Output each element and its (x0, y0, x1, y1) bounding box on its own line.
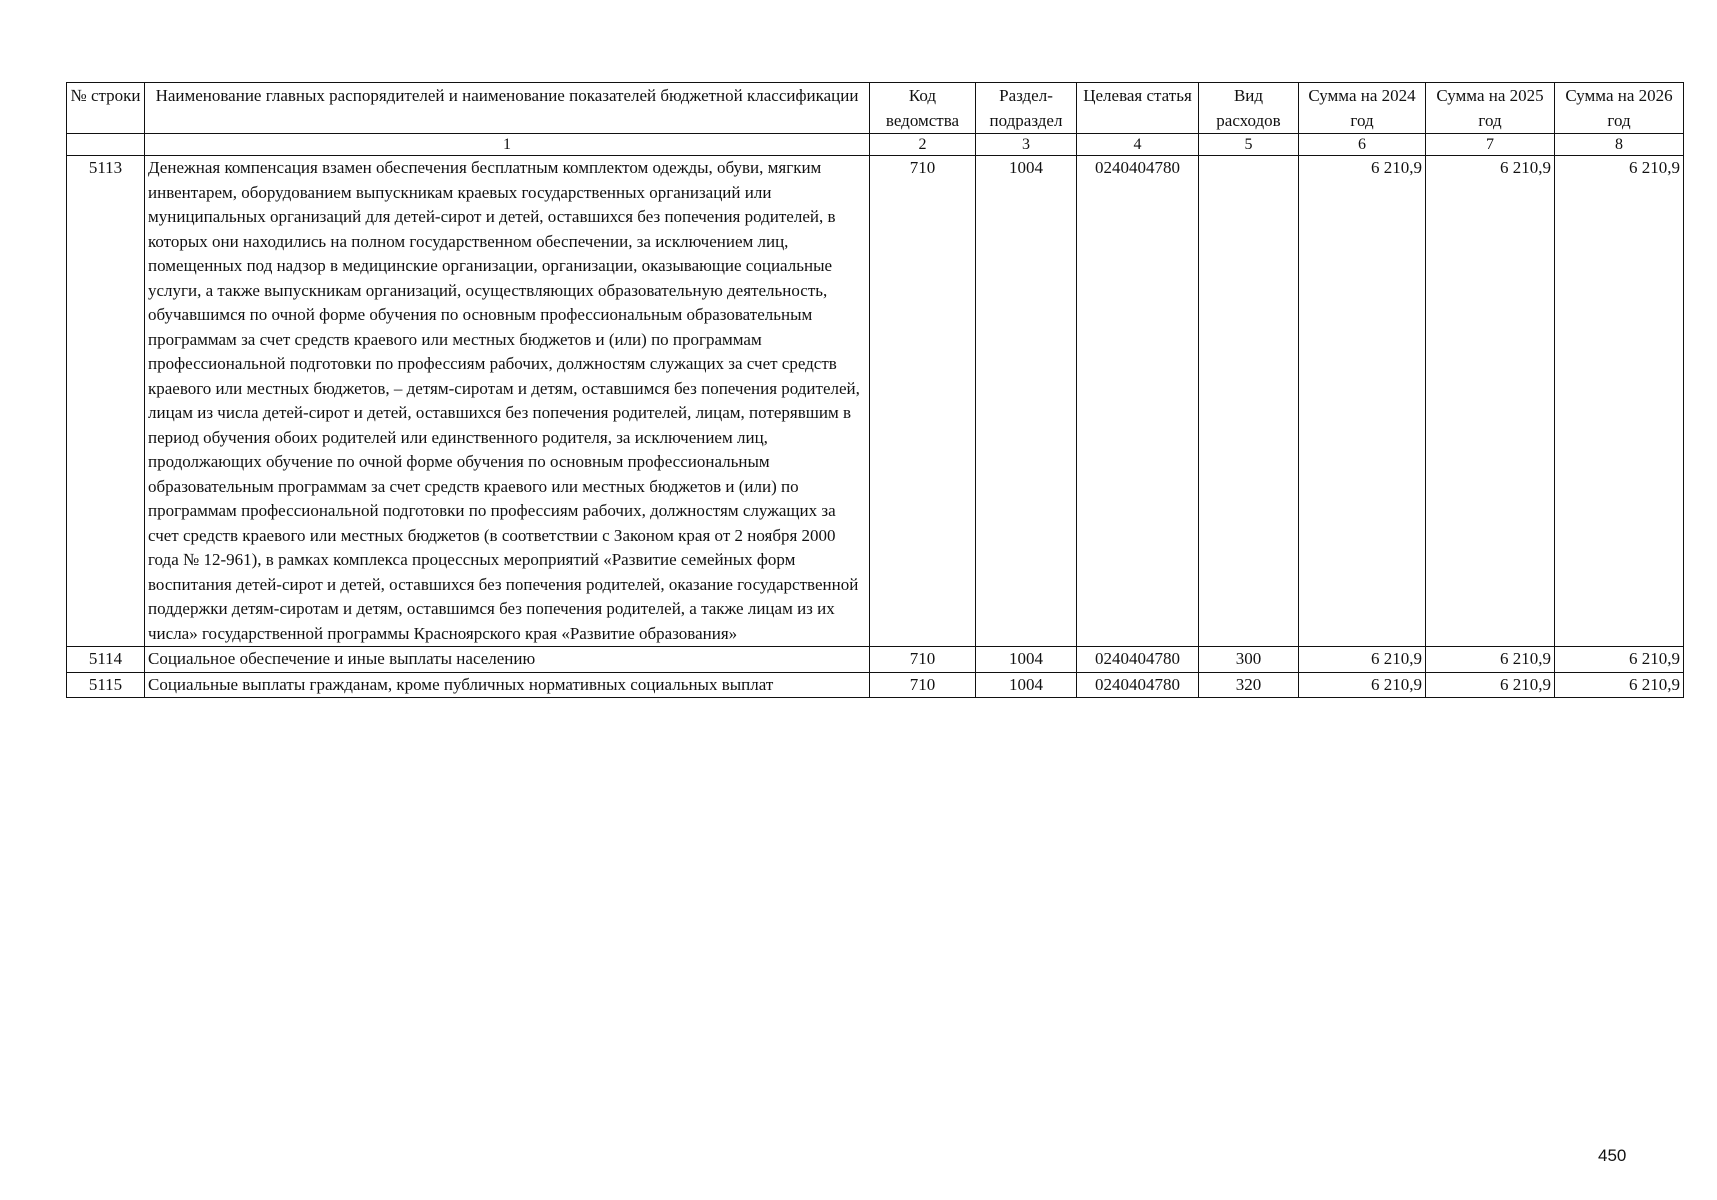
row-razdel: 1004 (976, 672, 1077, 698)
header-vedomstvo-code: Код ведомства (870, 83, 976, 134)
row-sum-2024: 6 210,9 (1299, 156, 1426, 647)
header-row (67, 83, 1684, 134)
row-number: 5115 (67, 672, 145, 698)
budget-sheet (66, 82, 1683, 698)
column-number-cell: 5 (1199, 134, 1299, 156)
column-number-cell: 8 (1555, 134, 1684, 156)
header-target-article: Целевая статья (1077, 83, 1199, 134)
header-expense-type: Вид расходов (1199, 83, 1299, 134)
table-row (67, 647, 1684, 673)
column-number-cell: 2 (870, 134, 976, 156)
row-sum-2026: 6 210,9 (1555, 647, 1684, 673)
row-statya: 0240404780 (1077, 156, 1199, 647)
header-name: Наименование главных распорядителей и наименование показателей бюджетной классификации (145, 83, 870, 134)
row-vedomstvo: 710 (870, 156, 976, 647)
header-row-number: № строки (67, 83, 145, 134)
row-sum-2024: 6 210,9 (1299, 647, 1426, 673)
header-sum-2025: Сумма на 2025 год (1426, 83, 1555, 134)
row-vid: 320 (1199, 672, 1299, 698)
row-sum-2025: 6 210,9 (1426, 156, 1555, 647)
row-sum-2026: 6 210,9 (1555, 672, 1684, 698)
row-sum-2025: 6 210,9 (1426, 672, 1555, 698)
column-number-cell (67, 134, 145, 156)
column-number-cell: 4 (1077, 134, 1199, 156)
row-sum-2025: 6 210,9 (1426, 647, 1555, 673)
column-number-cell: 6 (1299, 134, 1426, 156)
row-number: 5114 (67, 647, 145, 673)
column-number-row (67, 134, 1684, 156)
row-statya: 0240404780 (1077, 672, 1199, 698)
column-number-cell: 3 (976, 134, 1077, 156)
row-name: Социальные выплаты гражданам, кроме публичных нормативных социальных выплат (145, 672, 870, 698)
row-razdel: 1004 (976, 647, 1077, 673)
table-row (67, 156, 1684, 647)
row-name: Денежная компенсация взамен обеспечения бесплатным комплектом одежды, обуви, мягким инвентарем, оборудованием выпускникам краевых государственных организаций или муниципальных организаций для детей-сирот и детей, оставшихся без попечения родителей, в которых они находились на полном государственном обеспечении, за исключением лиц, помещенных под надзор в медицинские организации, организации, оказывающие социальные услуги, а также выпускникам организаций, осуществляющих образовательную деятельность, обучавшимся по очной форме обучения по основным профессиональным образовательным программам за счет средств краевого или местных бюджетов и (или) по программам профессиональной подготовки по профессиям рабочих, должностям служащих за счет средств краевого или местных бюджетов, – детям-сиротам и детям, оставшимся без попечения родителей, лицам из числа детей-сирот и детей, оставшихся без попечения родителей, лицам, потерявшим в период обучения обоих родителей или единственного родителя, за исключением лиц, продолжающих обучение по очной форме обучения по основным профессиональным образовательным программам за счет средств краевого или местных бюджетов и (или) по программам профессиональной подготовки по профессиям рабочих, должностям служащих за счет средств краевого или местных бюджетов (в соответствии с Законом края от 2 ноября 2000 года № 12-961), в рамках комплекса процессных мероприятий «Развитие семейных форм воспитания детей-сирот и детей, оставшихся без попечения родителей, оказание государственной поддержки детям-сиротам и детям, оставшимся без попечения родителей, а также лицам из их числа» государственной программы Красноярского края «Развитие образования» (145, 156, 870, 647)
table-row (67, 672, 1684, 698)
page-number: 450 (1598, 1146, 1627, 1165)
column-number-cell: 7 (1426, 134, 1555, 156)
header-section-subsection: Раздел-подраздел (976, 83, 1077, 134)
row-sum-2024: 6 210,9 (1299, 672, 1426, 698)
budget-table (66, 82, 1684, 698)
row-statya: 0240404780 (1077, 647, 1199, 673)
row-vedomstvo: 710 (870, 672, 976, 698)
row-sum-2026: 6 210,9 (1555, 156, 1684, 647)
row-vid (1199, 156, 1299, 647)
row-vedomstvo: 710 (870, 647, 976, 673)
header-sum-2026: Сумма на 2026 год (1555, 83, 1684, 134)
row-number: 5113 (67, 156, 145, 647)
header-sum-2024: Сумма на 2024 год (1299, 83, 1426, 134)
column-number-cell: 1 (145, 134, 870, 156)
row-vid: 300 (1199, 647, 1299, 673)
row-razdel: 1004 (976, 156, 1077, 647)
row-name: Социальное обеспечение и иные выплаты населению (145, 647, 870, 673)
